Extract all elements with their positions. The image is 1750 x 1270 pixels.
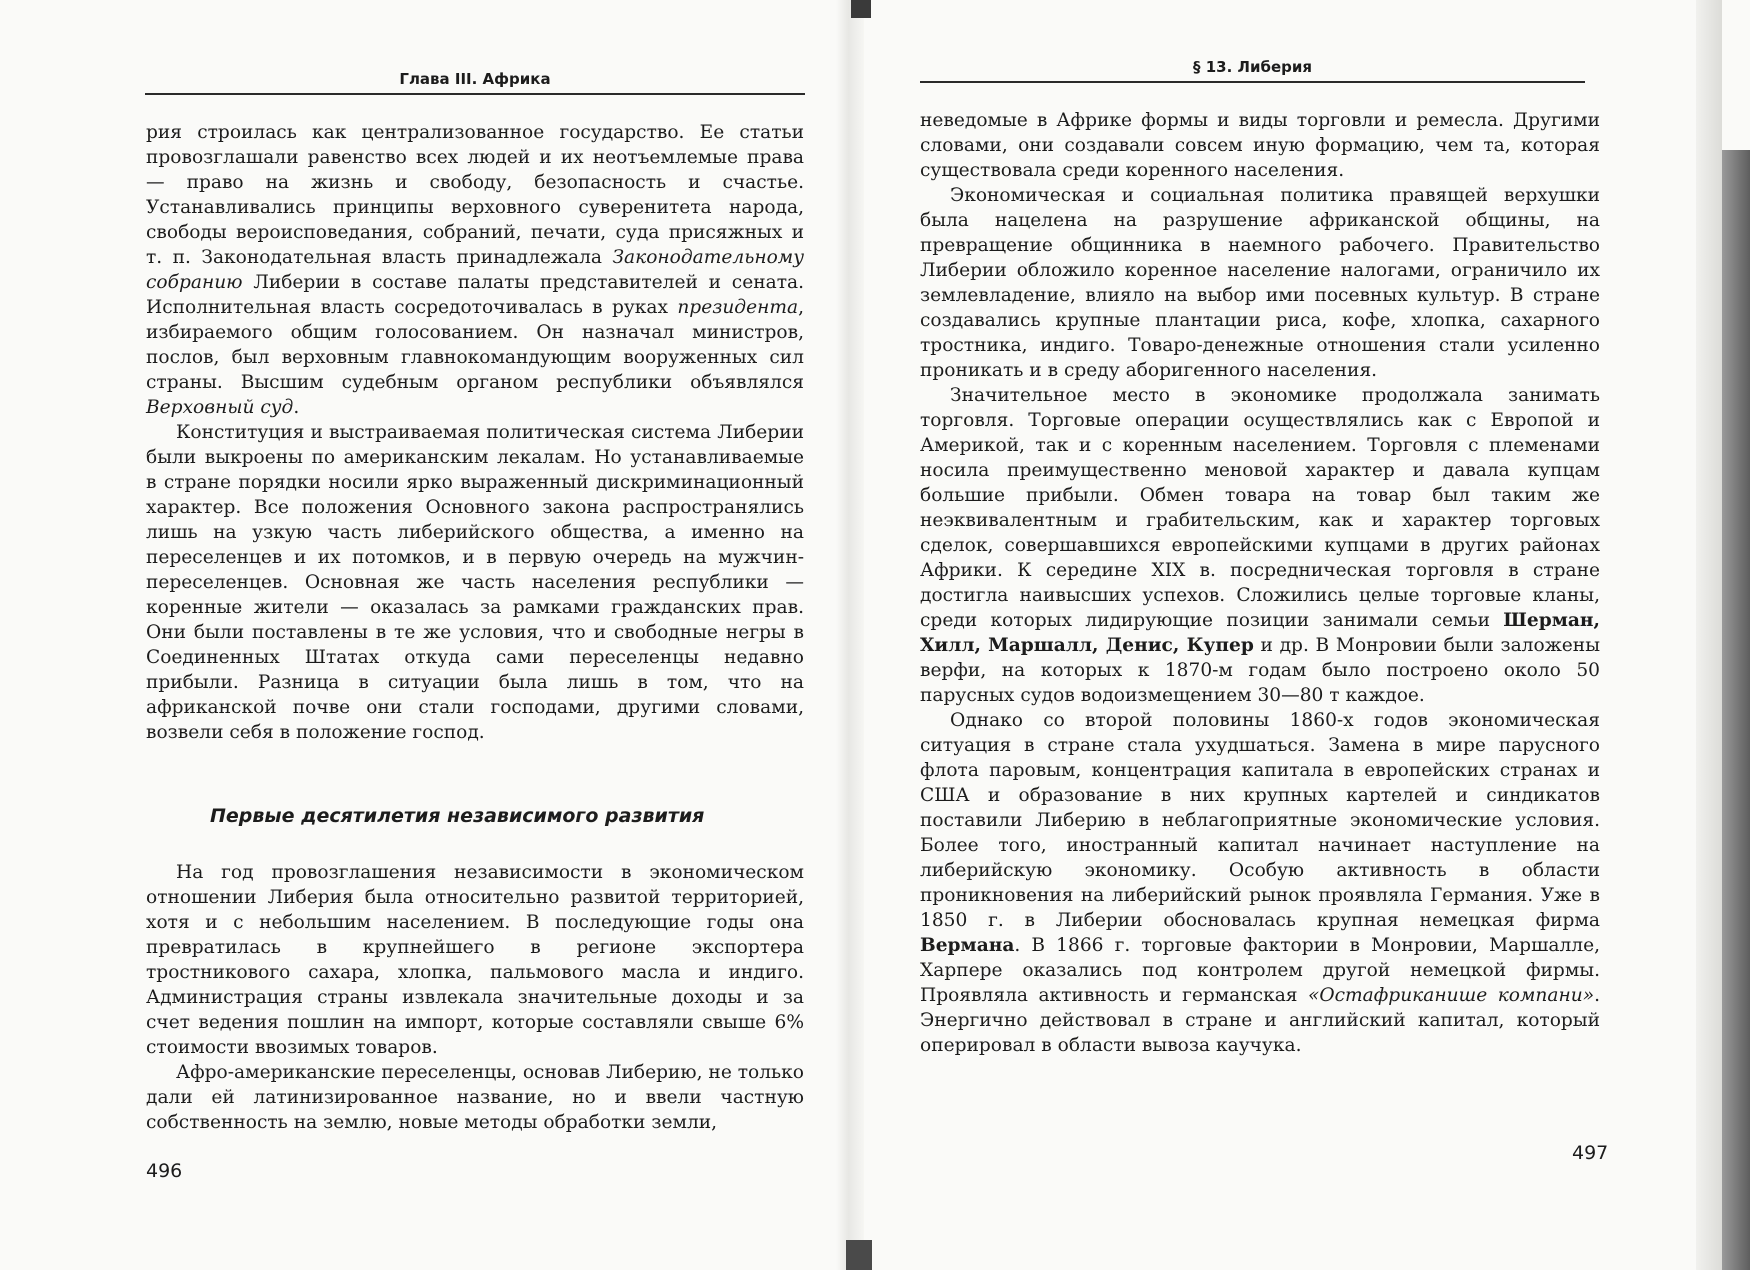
text-run: Либерии в составе палаты представителей и сената. Исполнительная власть сосредоточивалась в руках — [146, 272, 804, 318]
page-edge-strip — [1696, 0, 1722, 1270]
header-rule-right — [920, 81, 1585, 83]
text-run: Значительное место в экономике продолжала занимать торговля. Торговые операции осуществлялись как с Европой и Америкой, так и с коренным населением. Торговля с племенами носила преимущественно меновой характер и давала купцам большие прибыли. Обмен товара на товар был таким же неэквивалентным и грабительским, как и характер торговых сделок, совершавшихся европейскими купцами в других районах Африки. К середине XIX в. посредническая торговля в стране достигла наивысших успехов. Сложились целые торговые кланы, среди которых лидирующие позиции занимали семьи — [920, 385, 1600, 631]
bold-run: Шерман, Хилл, Маршалл, Денис, Купер — [920, 610, 1600, 656]
text-run: и др. В Монровии были заложены верфи, на которых к 1870-м годам было построено около 50 парусных судов водоизмещением 30—80 т каждое. — [920, 635, 1600, 706]
italic-run: Законодательному собранию — [146, 247, 804, 293]
text-run: . Энергично действовал в стране и английский капитал, который оперировал в области вывоза каучука. — [920, 985, 1600, 1056]
text-run: , избираемого общим голосованием. Он назначал министров, послов, был верховным главнокомандующим вооруженных сил страны. Высшим судебным органом республики объявлялся — [146, 297, 804, 393]
right-paragraph-1: неведомые в Африке формы и виды торговли и ремесла. Другими словами, они создавали совсем иную формацию, чем та, которая существовала среди коренного населения. — [920, 110, 1600, 181]
italic-run: президента — [677, 297, 799, 318]
section-title: Первые десятилетия независимого развития — [210, 805, 705, 827]
left-paragraph-2: Конституция и выстраиваемая политическая система Либерии были выкроены по американским лекалам. Но устанавливаемые в стране порядки носили ярко выраженный дискриминационный характер. Все положения Основного закона распространялись лишь на узкую часть либерийского общества, а именно на переселенцев и их потомков, и в первую очередь на мужчин-переселенцев. Основная же часть населения республики — коренные жители — оказалась за рамками гражданских прав. Они были поставлены в те же условия, что и свободные негры в Соединенных Штатах откуда сами переселенцы недавно прибыли. Разница в ситуации была лишь в том, что на африканской почве они стали господами, другими словами, возвели себя в положение господ. — [146, 422, 804, 743]
left-paragraph-1 — [146, 120, 804, 420]
italic-run: Верховный суд — [146, 397, 294, 418]
left-paragraph-3: На год провозглашения независимости в экономическом отношении Либерия была относительно развитой территорией, хотя и с небольшим населением. В последующие годы она превратилась в крупнейшего в регионе экспортера тростникового сахара, хлопка, пальмового масла и индиго. Администрация страны извлекала значительные доходы и за счет ведения пошлин на импорт, которые составляли свыше 6% стоимости ввозимых товаров. — [146, 862, 804, 1058]
binding-mark-bottom — [846, 1240, 872, 1270]
text-run: Однако со второй половины 1860-х годов экономическая ситуация в стране стала ухудшаться. Замена в мире парусного флота паровым, концентрация капитала в европейских странах и США и образование в них крупных картелей и синдикатов поставили Либерию в неблагоприятные экономические условия. Более того, иностранный капитал начинает наступление на либерийскую экономику. Особую активность в области проникновения на либерийский рынок проявляла Германия. Уже в 1850 г. в Либерии обосновалась крупная немецкая фирма — [920, 710, 1600, 931]
left-text-top — [146, 120, 804, 745]
text-run: . — [293, 397, 300, 418]
text-run: . В 1866 г. торговые фактории в Монровии, Маршалле, Харпере оказались под контролем другой немецкой фирмы. Проявляла активность и германская — [920, 935, 1600, 1006]
left-text-bottom — [146, 860, 804, 1135]
book-gutter — [836, 0, 864, 1270]
right-paragraph-2: Экономическая и социальная политика правящей верхушки была нацелена на разрушение африканской общины, на превращение общинника в наемного рабочего. Правительство Либерии обложило коренное население налогами, ограничило их землевладение, влияло на выбор ими посевных культур. В стране создавались крупные плантации риса, кофе, хлопка, сахарного тростника, индиго. Товаро-денежные отношения стали усиленно проникать и в среду аборигенного населения. — [920, 185, 1600, 381]
running-header-right: § 13. Либерия — [1192, 58, 1312, 76]
italic-run: «Остафриканише компани» — [1308, 985, 1595, 1006]
page-number-right: 497 — [1572, 1142, 1609, 1164]
running-header-left: Глава III. Африка — [399, 70, 551, 88]
bold-run: Вермана — [920, 935, 1015, 956]
header-rule-left — [145, 93, 805, 95]
right-paragraph-4 — [920, 708, 1600, 1058]
binding-mark-top — [851, 0, 871, 18]
right-paragraph-3 — [920, 383, 1600, 708]
right-text — [920, 108, 1600, 1058]
page-number-left: 496 — [146, 1160, 183, 1182]
page-edge-shadow — [1722, 150, 1750, 1270]
left-paragraph-4: Афро-американские переселенцы, основав Либерию, не только дали ей латинизированное название, но и ввели частную собственность на землю, новые методы обработки земли, — [146, 1062, 804, 1133]
text-run: рия строилась как централизованное государство. Ее статьи провозглашали равенство всех людей и их неотъемлемые права — право на жизнь и свободу, безопасность и счастье. Устанавливались принципы верховного суверенитета народа, свободы вероисповедания, собраний, печати, суда присяжных и т. п. Законодательная власть принадлежала — [146, 122, 804, 268]
